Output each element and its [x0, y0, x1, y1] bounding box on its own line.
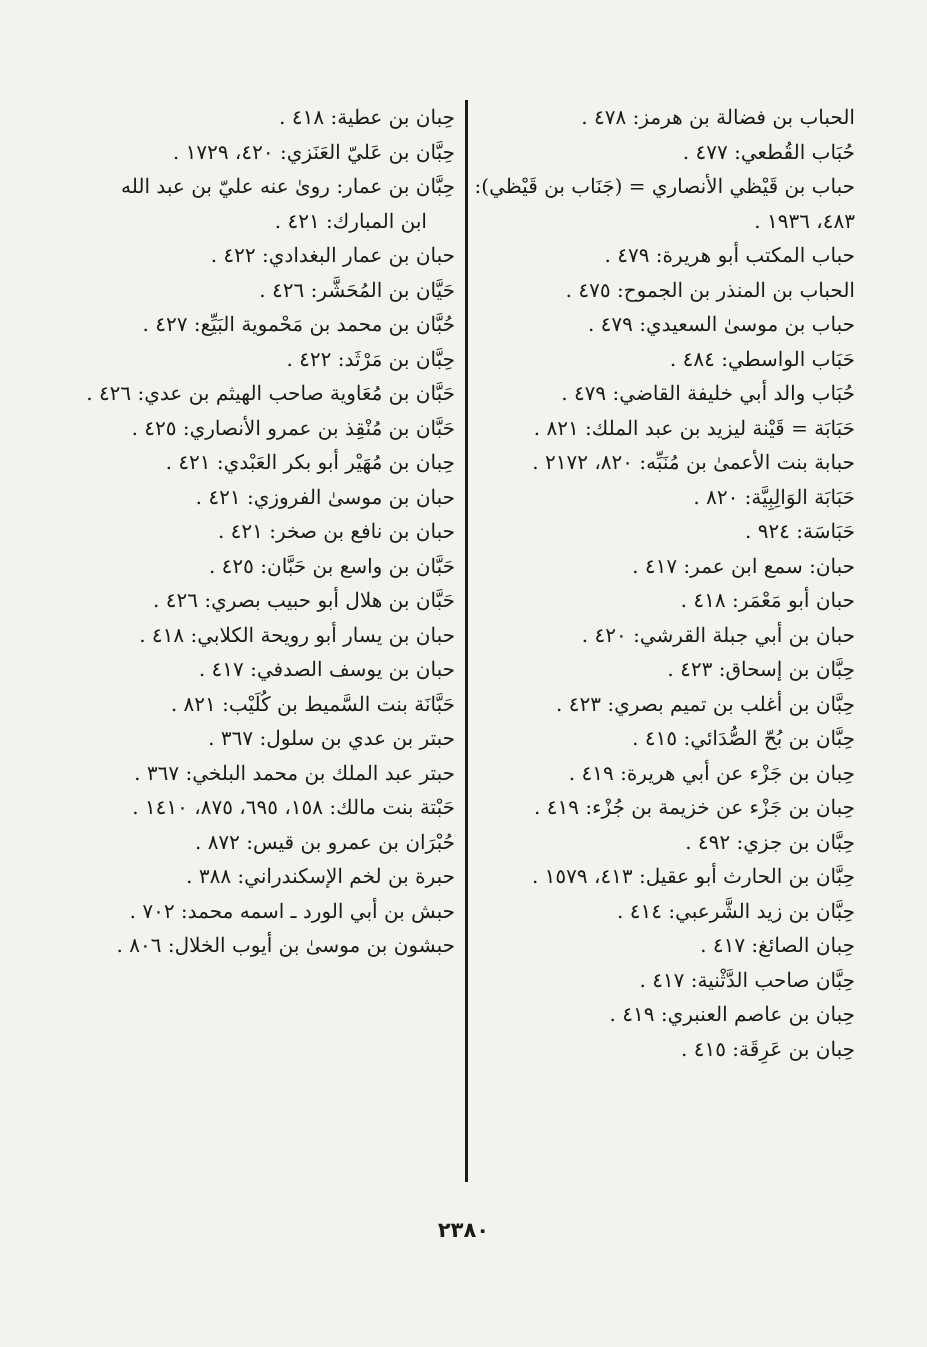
index-entry: حِبَّان بن عَليّ العَنَزي: ٤٢٠، ١٧٢٩ .: [172, 139, 455, 164]
index-entry: حِبَّان بن إسحاق: ٤٢٣ .: [667, 657, 855, 681]
index-entry: حَبَّان بن واسع بن حَبَّان: ٤٢٥ .: [208, 553, 455, 578]
index-entry: حِبَّان بن بُحّ الصُّدَائي: ٤١٥ .: [632, 726, 855, 750]
index-entry: حُبَاب القُطعي: ٤٧٧ .: [682, 139, 855, 164]
index-entry: حَبْتة بنت مالك: ١٥٨، ٦٩٥، ٨٧٥، ١٤١٠ .: [132, 795, 455, 819]
index-entry: حبان بن نافع بن صخر: ٤٢١ .: [217, 519, 455, 543]
index-entry: حِبَّان بن زيد الشَّرعبي: ٤١٤ .: [617, 898, 855, 923]
index-entry: حِبَّان بن مَرْثَد: ٤٢٢ .: [286, 346, 455, 371]
index-entry: حِبان بن عطية: ٤١٨ .: [279, 105, 455, 129]
index-entry: حبان: سمع ابن عمر: ٤١٧ .: [632, 553, 855, 578]
index-entry: حبان بن يسار أبو رويحة الكلابي: ٤١٨ .: [139, 622, 455, 647]
index-entry: حباب المكتب أبو هريرة: ٤٧٩ .: [604, 243, 855, 267]
index-entry: حبان أبو مَعْمَر: ٤١٨ .: [680, 588, 855, 612]
index-entry: حبتر عبد الملك بن محمد البلخي: ٣٦٧ .: [134, 760, 455, 785]
index-entry: حَبَّانَة بنت السَّميط بن كُلَيْب: ٨٢١ .: [170, 691, 455, 716]
index-entry: حَبَّان بن مُنْقِذ بن عمرو الأنصاري: ٤٢٥ .: [131, 415, 455, 440]
index-entry: حبرة بن لخم الإسكندراني: ٣٨٨ .: [186, 864, 455, 888]
page-number: ٢٣٨٠: [437, 1218, 490, 1242]
index-entry: حبان بن موسىٰ الفروزي: ٤٢١ .: [195, 484, 455, 509]
index-entry: حبان بن أبي جبلة القرشي: ٤٢٠ .: [581, 622, 855, 647]
index-entry: حَبَّان بن مُعَاوية صاحب الهيثم بن عدي: ٤٢٦ .: [86, 381, 455, 405]
index-entry: حِبَّان بن جزي: ٤٩٢ .: [685, 829, 855, 854]
index-entry: حبش بن أبي الورد ـ اسمه محمد: ٧٠٢ .: [129, 898, 455, 923]
index-entry: حُبَاب والد أبي خليفة القاضي: ٤٧٩ .: [561, 381, 855, 405]
index-entry: حُبْرَان بن عمرو بن قيس: ٨٧٢ .: [194, 829, 455, 854]
index-entry: حِبان الصائغ: ٤١٧ .: [700, 933, 855, 957]
index-entry: حَبَابَة الوَالِبِيَّة: ٨٢٠ .: [693, 484, 855, 509]
index-entry: حِبان بن مُهَيْر أبو بكر العَبْدي: ٤٢١ .: [165, 450, 455, 474]
index-entry: حِبان بن جَزْء عن أبي هريرة: ٤١٩ .: [568, 760, 855, 785]
index-entry: حباب بن قَيْظي الأنصاري = (جَنَاب بن قَيْظي): ٤٨٣، ١٩٣٦ .: [474, 174, 855, 233]
column-divider: [465, 100, 468, 1182]
index-entry: ابن المبارك: ٤٢١ .: [274, 208, 427, 233]
index-entry: حباب بن موسىٰ السعيدي: ٤٧٩ .: [587, 312, 855, 336]
index-entry: حَبَاب الواسطي: ٤٨٤ .: [669, 346, 855, 371]
index-entry: حَبَابَة = قَيْنة ليزيد بن عبد الملك: ٨٢١ .: [533, 415, 855, 440]
index-entry: الحباب بن المنذر بن الجموح: ٤٧٥ .: [565, 277, 855, 302]
index-entry: حبشون بن موسىٰ بن أيوب الخلال: ٨٠٦ .: [116, 933, 455, 957]
index-entry: حِبان بن عَرِقَة: ٤١٥ .: [681, 1036, 855, 1061]
left-column: [73, 100, 455, 963]
index-entry: الحباب بن فضالة بن هرمز: ٤٧٨ .: [581, 105, 855, 129]
index-entry: حُبَّان بن محمد بن مَحْموية البَيِّع: ٤٢٧ .: [142, 312, 455, 336]
index-entry: حَبَّان بن هلال أبو حبيب بصري: ٤٢٦ .: [153, 588, 455, 612]
index-entry: حبابة بنت الأعمىٰ بن مُنَبِّه: ٨٢٠، ٢١٧٢ .: [532, 450, 855, 474]
index-entry: حَبَاسَة: ٩٢٤ .: [744, 519, 855, 543]
right-column: [467, 100, 855, 1066]
index-entry: حَيَّان بن المُحَشَّر: ٤٢٦ .: [259, 277, 455, 302]
index-entry: حبان بن عمار البغدادي: ٤٢٢ .: [210, 243, 455, 267]
index-entry: حبتر بن عدي بن سلول: ٣٦٧ .: [208, 726, 455, 750]
index-entry: حِبَّان بن عمار: روىٰ عنه عليّ بن عبد الله: [121, 174, 455, 198]
index-entry: حبان بن يوسف الصدفي: ٤١٧ .: [198, 657, 455, 681]
index-entry: حِبان بن عاصم العنبري: ٤١٩ .: [609, 1002, 855, 1026]
index-entry: حِبَّان صاحب الدَّثْنية: ٤١٧ .: [639, 967, 855, 992]
index-entry: حِبَّان بن الحارث أبو عقيل: ٤١٣، ١٥٧٩ .: [531, 864, 855, 888]
index-entry: حِبان بن جَزْء عن خزيمة بن جُزْء: ٤١٩ .: [534, 795, 855, 819]
index-entry: حِبَّان بن أغلب بن تميم بصري: ٤٢٣ .: [556, 691, 855, 716]
